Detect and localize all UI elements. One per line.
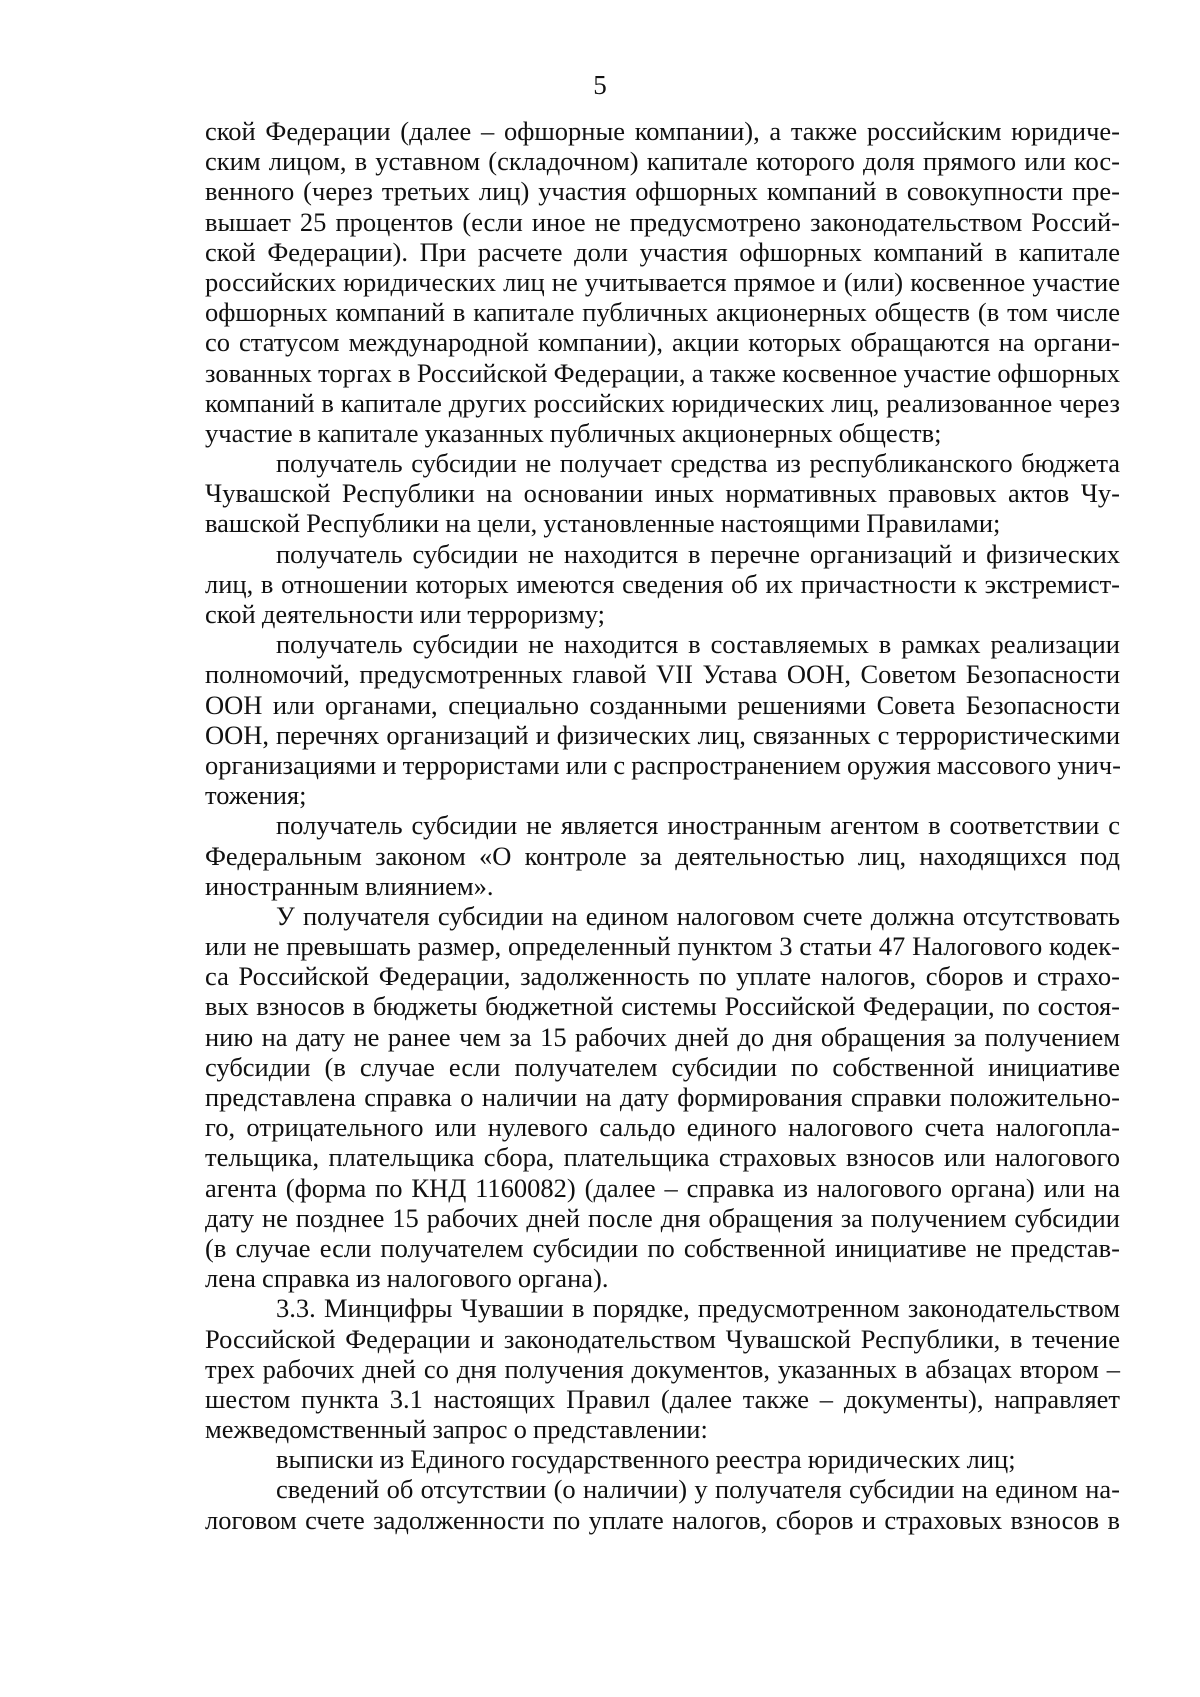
text-line: межведомственный запрос о представлении: <box>205 1414 708 1445</box>
text-line: шестом пункта 3.1 настоящих Правил (далее также – документы), направляет <box>205 1383 1120 1414</box>
paragraph <box>205 448 1120 539</box>
text-line: российских юридических лиц не учитывается прямое и (или) косвенное участие <box>205 266 1120 297</box>
text-line: вых взносов в бюджеты бюджетной системы Российской Федерации, по состоя- <box>205 991 1120 1022</box>
text-line: лена справка из налогового органа). <box>205 1263 609 1294</box>
page-number: 5 <box>593 70 607 100</box>
text-line: ООН или органами, специально созданными решениями Совета Безопасности <box>205 689 1120 720</box>
text-line: представлена справка о наличии на дату формирования справки положительно- <box>205 1082 1120 1112</box>
text-line: венного (через третьих лиц) участия офшорных компаний в совокупности пре- <box>205 176 1120 207</box>
text-line: получатель субсидии не является иностранным агентом в соответствии с <box>276 810 1120 841</box>
text-line: вашской Республики на цели, установленные настоящими Правилами; <box>205 508 1001 539</box>
paragraph <box>205 901 1120 1293</box>
text-line: ООН, перечнях организаций и физических лиц, связанных с террористическими <box>205 719 1120 750</box>
text-line: тожения; <box>205 780 307 811</box>
text-line: полномочий, предусмотренных главой VII Устава ООН, Советом Безопасности <box>205 659 1120 690</box>
text-line: 3.3. Минцифры Чувашии в порядке, предусмотренном законодательством <box>276 1293 1120 1324</box>
text-line: ской Федерации (далее – офшорные компании), а также российским юридиче- <box>205 116 1120 146</box>
text-line: участие в капитале указанных публичных акционерных обществ; <box>205 417 942 448</box>
paragraph <box>205 810 1120 901</box>
text-line: выписки из Единого государственного реестра юридических лиц; <box>276 1444 1016 1475</box>
text-line: ской Федерации). При расчете доли участия офшорных компаний в капитале <box>205 236 1120 267</box>
document-body <box>205 116 1120 1535</box>
text-line: тельщика, плательщика сбора, плательщика страховых взносов или налогового <box>205 1142 1120 1173</box>
text-line: са Российской Федерации, задолженность по уплате налогов, сборов и страхо- <box>205 961 1120 992</box>
text-line: Российской Федерации и законодательством Чувашской Республики, в течение <box>205 1323 1120 1354</box>
paragraph <box>205 1444 1120 1474</box>
text-line: получатель субсидии не находится в перечне организаций и физических <box>276 538 1120 569</box>
text-line: го, отрицательного или нулевого сальдо единого налогового счета налогопла- <box>205 1112 1120 1143</box>
text-line: вышает 25 процентов (если иное не предусмотрено законодательством Россий- <box>205 206 1120 237</box>
text-line: организациями и террористами или с распространением оружия массового унич- <box>205 749 1121 780</box>
text-line: иностранным влиянием». <box>205 870 494 901</box>
text-line: субсидии (в случае если получателем субсидии по собственной инициативе <box>205 1051 1120 1082</box>
paragraph <box>205 629 1120 810</box>
paragraph <box>205 1293 1120 1444</box>
text-line: дату не позднее 15 рабочих дней после дня обращения за получением субсидии <box>205 1202 1120 1233</box>
text-line: со статусом международной компании), акции которых обращаются на органи- <box>205 327 1120 358</box>
text-line: У получателя субсидии на едином налоговом счете должна отсутствовать <box>276 900 1120 931</box>
text-line: зованных торгах в Российской Федерации, а также косвенное участие офшорных <box>205 357 1120 388</box>
text-line: Чувашской Республики на основании иных нормативных правовых актов Чу- <box>205 478 1120 509</box>
text-line: Федеральным законом «О контроле за деятельностью лиц, находящихся под <box>205 840 1120 871</box>
text-line: логовом счете задолженности по уплате налогов, сборов и страховых взносов в <box>205 1504 1120 1535</box>
paragraph <box>205 116 1120 448</box>
text-line: (в случае если получателем субсидии по собственной инициативе не представ- <box>205 1232 1120 1263</box>
paragraph <box>205 1474 1120 1534</box>
text-line: сведений об отсутствии (о наличии) у получателя субсидии на едином на- <box>276 1474 1120 1505</box>
text-line: офшорных компаний в капитале публичных акционерных обществ (в том числе <box>205 297 1120 328</box>
text-line: компаний в капитале других российских юридических лиц, реализованное через <box>205 387 1120 418</box>
text-line: ским лицом, в уставном (складочном) капитале которого доля прямого или кос- <box>205 146 1120 177</box>
text-line: агента (форма по КНД 1160082) (далее – справка из налогового органа) или на <box>205 1172 1120 1203</box>
text-line: получатель субсидии не получает средства из республиканского бюджета <box>276 448 1120 479</box>
paragraph <box>205 539 1120 630</box>
text-line: трех рабочих дней со дня получения документов, указанных в абзацах втором – <box>205 1353 1120 1384</box>
text-line: или не превышать размер, определенный пунктом 3 статьи 47 Налогового кодек- <box>205 931 1120 962</box>
text-line: нию на дату не ранее чем за 15 рабочих дней до дня обращения за получением <box>205 1021 1120 1052</box>
text-line: ской деятельности или терроризму; <box>205 599 606 629</box>
text-line: лиц, в отношении которых имеются сведения об их причастности к экстремист- <box>205 568 1120 599</box>
text-line: получатель субсидии не находится в составляемых в рамках реализации <box>276 629 1120 660</box>
